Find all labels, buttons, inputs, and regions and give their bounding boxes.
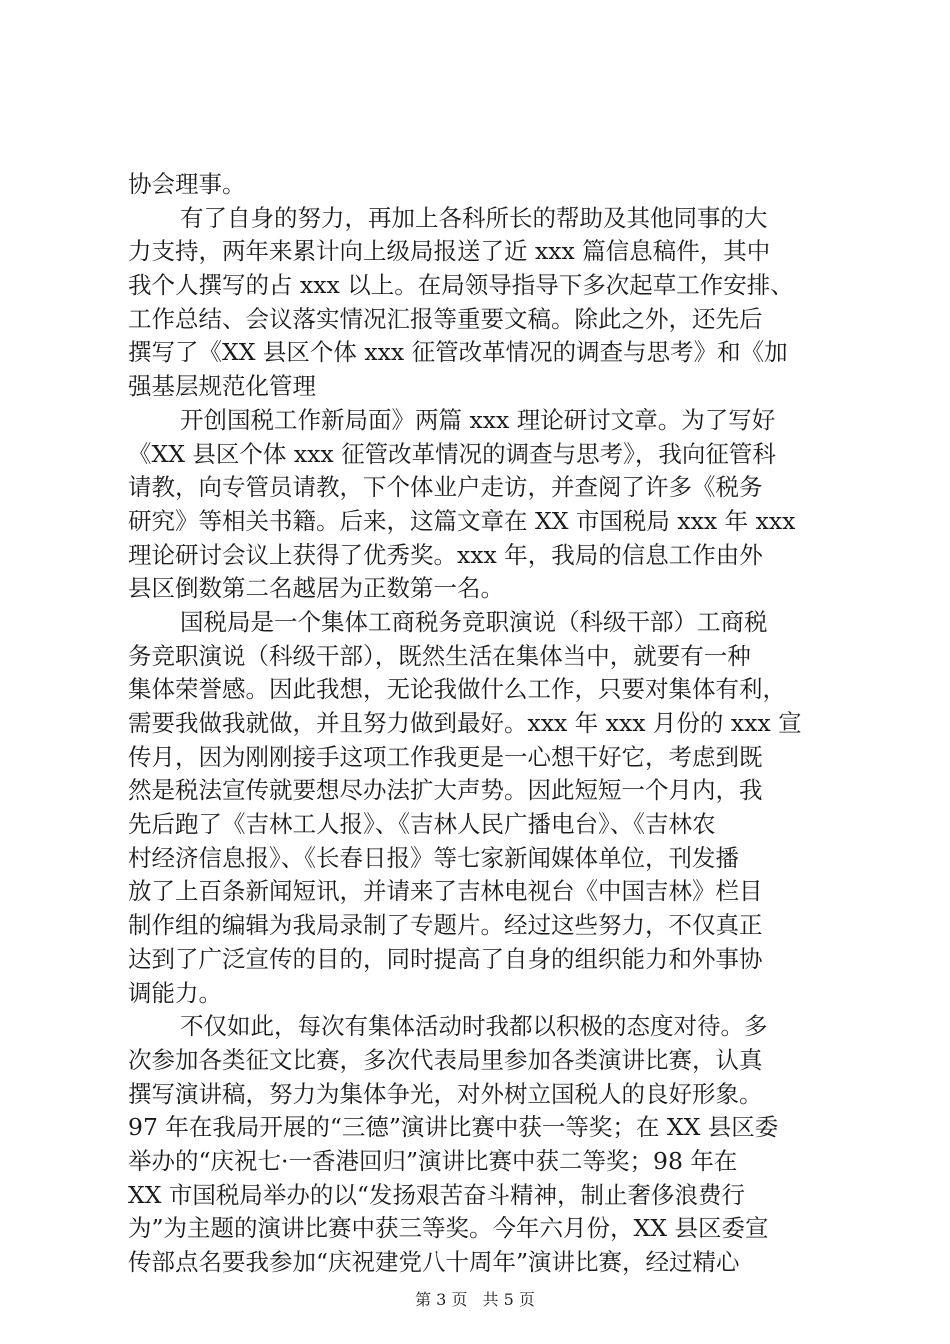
text-line: 次参加各类征文比赛，多次代表局里参加各类演讲比赛，认真 (128, 1045, 763, 1074)
text-line: 工作总结、会议落实情况汇报等重要文稿。除此之外，还先后 (128, 304, 763, 333)
text-line: 为”为主题的演讲比赛中获三等奖。今年六月份，XX 县区委宣 (128, 1214, 769, 1243)
text-line: 我个人撰写的占 xxx 以上。在局领导指导下多次起草工作安排、 (128, 271, 794, 300)
text-line: 撰写了《XX 县区个体 xxx 征管改革情况的调查与思考》和《加 (128, 338, 788, 367)
text-line: 强基层规范化管理 (128, 372, 316, 401)
text-line: 放了上百条新闻短讯，并请来了吉林电视台《中国吉林》栏目 (128, 877, 763, 906)
text-line: 国税局是一个集体工商税务竞职演说（科级干部）工商税 (180, 607, 768, 636)
text-line: XX 市国税局举办的以“发扬艰苦奋斗精神，制止奢侈浪费行 (128, 1180, 745, 1209)
text-line: 然是税法宣传就要想尽办法扩大声势。因此短短一个月内，我 (128, 776, 763, 805)
text-line: 不仅如此，每次有集体活动时我都以积极的态度对待。多 (180, 1012, 768, 1041)
text-line: 先后跑了《吉林工人报》、《吉林人民广播电台》、《吉林农 (128, 810, 716, 839)
text-line: 传部点名要我参加“庆祝建党八十周年”演讲比赛，经过精心 (128, 1248, 740, 1276)
text-line: 达到了广泛宣传的目的，同时提高了自身的组织能力和外事协 (128, 944, 763, 973)
text-line: 传月，因为刚刚接手这项工作我更是一心想干好它，考虑到既 (128, 742, 763, 771)
text-line: 研究》等相关书籍。后来，这篇文章在 XX 市国税局 xxx 年 xxx (128, 506, 796, 535)
text-line: 制作组的编辑为我局录制了专题片。经过这些努力，不仅真正 (128, 911, 763, 940)
text-line: 集体荣誉感。因此我想，无论我做什么工作，只要对集体有利， (128, 675, 786, 704)
text-line: 举办的“庆祝七·一香港回归”演讲比赛中获二等奖；98 年在 (128, 1146, 738, 1175)
page-number: 第 3 页 (415, 1290, 468, 1309)
text-line: 需要我做我就做，并且努力做到最好。xxx 年 xxx 月份的 xxx 宣 (128, 709, 802, 737)
text-line: 开创国税工作新局面》两篇 xxx 理论研讨文章。为了写好 (180, 405, 776, 434)
text-line: 有了自身的努力，再加上各科所长的帮助及其他同事的大 (180, 203, 768, 232)
text-line: 务竞职演说（科级干部），既然生活在集体当中，就要有一种 (128, 641, 751, 670)
text-line: 《XX 县区个体 xxx 征管改革情况的调查与思考》，我向征管科 (128, 439, 776, 468)
text-line: 请教，向专管员请教，下个体业户走访，并查阅了许多《税务 (128, 473, 763, 502)
page-footer (0, 1287, 950, 1310)
page-total: 共 5 页 (482, 1290, 535, 1309)
text-line: 理论研讨会议上获得了优秀奖。xxx 年，我局的信息工作由外 (128, 540, 763, 569)
text-line: 97 年在我局开展的“三德”演讲比赛中获一等奖；在 XX 县区委 (128, 1113, 779, 1142)
body-text (128, 168, 838, 1280)
text-line: 协会理事。 (128, 170, 246, 198)
text-line: 村经济信息报》、《长春日报》等七家新闻媒体单位，刊发播 (128, 843, 739, 872)
text-line: 调能力。 (128, 978, 222, 1007)
text-line: 撰写演讲稿，努力为集体争光，对外树立国税人的良好形象。 (128, 1079, 763, 1108)
text-line: 县区倒数第二名越居为正数第一名。 (128, 574, 504, 603)
text-line: 力支持，两年来累计向上级局报送了近 xxx 篇信息稿件，其中 (128, 237, 771, 266)
